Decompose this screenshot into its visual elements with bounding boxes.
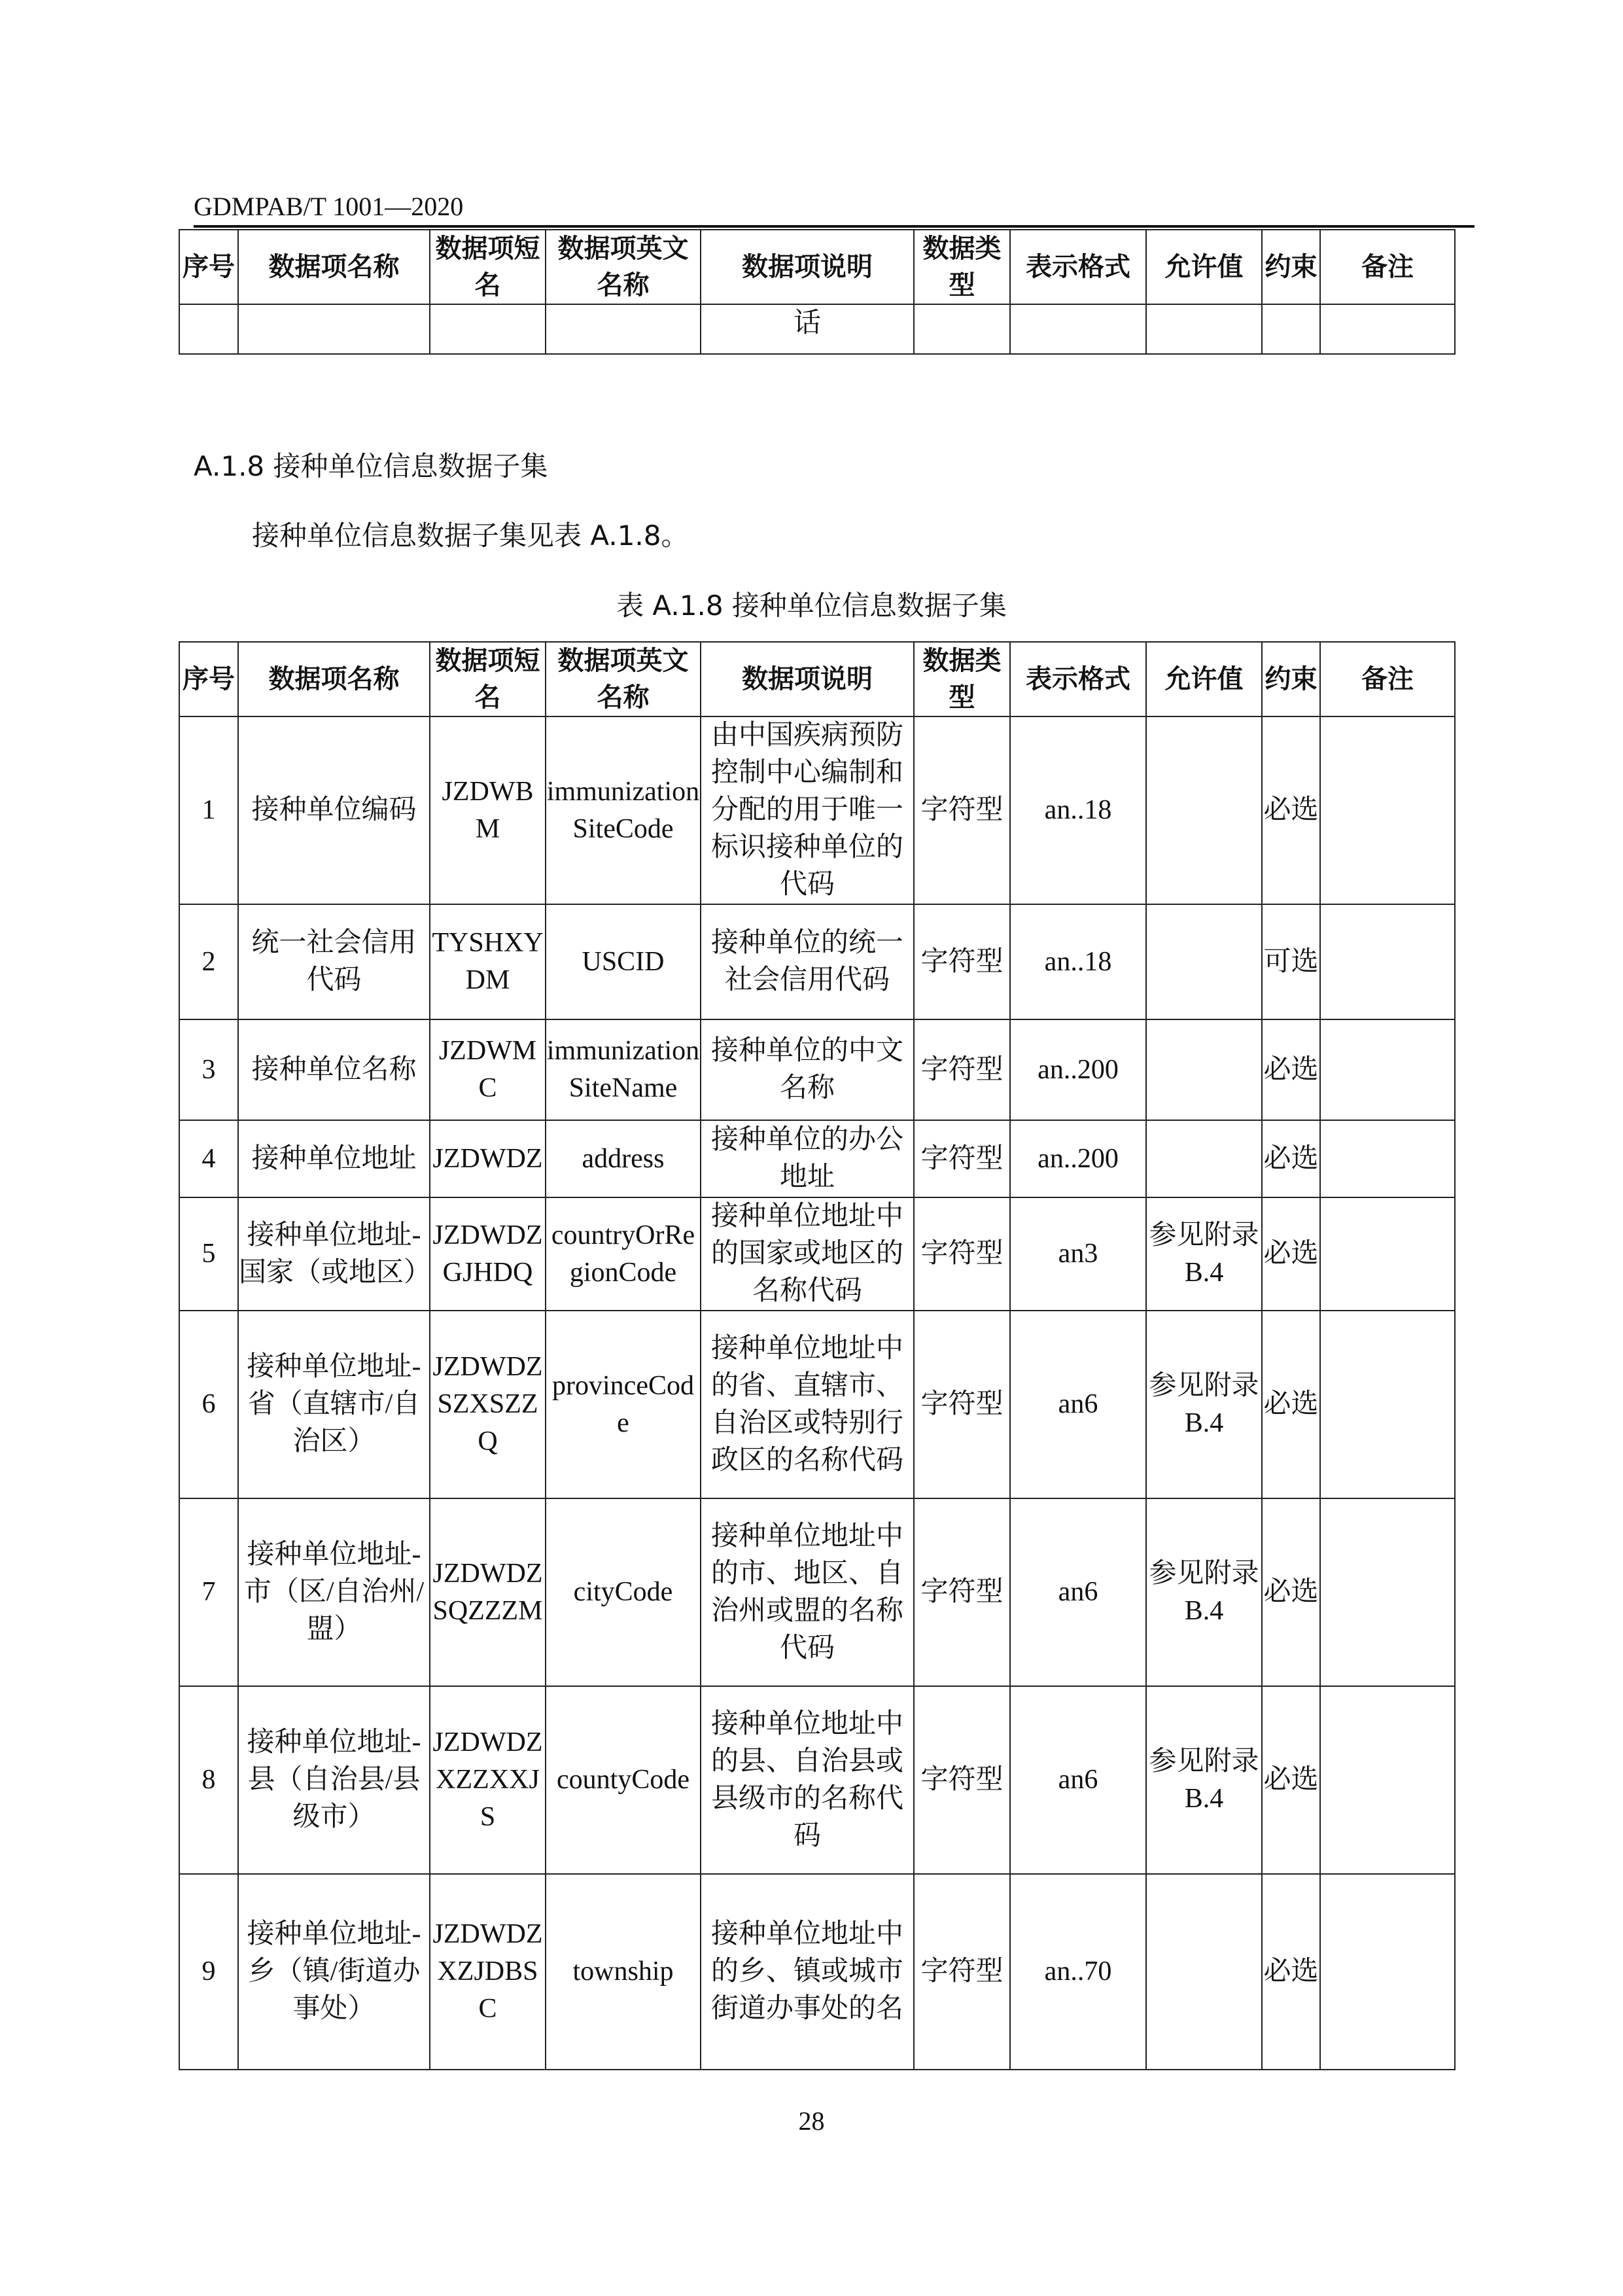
cell-note — [1320, 1120, 1455, 1197]
cell-format: an..70 — [1010, 1874, 1146, 2070]
header-cell-desc: 数据项说明 — [701, 230, 914, 304]
cell-desc: 接种单位地址中的县、自治县或县级市的名称代码 — [701, 1686, 914, 1874]
continuation-table — [179, 229, 1456, 355]
cell — [546, 304, 701, 354]
cell-english: countyCode — [546, 1686, 701, 1874]
cell-constraint: 必选 — [1262, 1120, 1320, 1197]
cell — [1146, 304, 1262, 354]
intro-paragraph: 接种单位信息数据子集见表 A.1.8。 — [252, 520, 689, 552]
cell-desc: 接种单位地址中的国家或地区的名称代码 — [701, 1197, 914, 1311]
table-row — [179, 716, 1455, 904]
cell-english: township — [546, 1874, 701, 2070]
cell-format: an6 — [1010, 1311, 1146, 1498]
cell-note — [1320, 904, 1455, 1019]
table-row — [179, 1019, 1455, 1120]
cell-no: 9 — [179, 1874, 238, 2070]
table-row — [179, 1498, 1455, 1686]
table-row — [179, 1120, 1455, 1197]
header-cell-short: 数据项短名 — [430, 642, 546, 716]
header-cell-format: 表示格式 — [1010, 230, 1146, 304]
header-cell-no: 序号 — [179, 230, 238, 304]
cell-desc: 由中国疾病预防控制中心编制和分配的用于唯一标识接种单位的代码 — [701, 716, 914, 904]
cell-english: provinceCode — [546, 1311, 701, 1498]
header-cell-note: 备注 — [1320, 230, 1455, 304]
cell-note — [1320, 1311, 1455, 1498]
cell-constraint: 必选 — [1262, 1311, 1320, 1498]
cell-short: JZDWDZSZXSZZQ — [430, 1311, 546, 1498]
header-cell-type: 数据类型 — [914, 230, 1010, 304]
cell-short: TYSHXYDM — [430, 904, 546, 1019]
cell-type: 字符型 — [914, 1498, 1010, 1686]
cell-name: 接种单位地址-省（直辖市/自治区） — [238, 1311, 430, 1498]
table-row — [179, 1311, 1455, 1498]
header-cell-name: 数据项名称 — [238, 642, 430, 716]
table-row — [179, 304, 1455, 354]
cell-format: an3 — [1010, 1197, 1146, 1311]
cell — [914, 304, 1010, 354]
header-cell-format: 表示格式 — [1010, 642, 1146, 716]
cell-type: 字符型 — [914, 1311, 1010, 1498]
cell-allowed: 参见附录 B.4 — [1146, 1686, 1262, 1874]
cell-no: 6 — [179, 1311, 238, 1498]
cell-type: 字符型 — [914, 1197, 1010, 1311]
cell-allowed: 参见附录 B.4 — [1146, 1197, 1262, 1311]
data-subset-table — [179, 641, 1456, 2070]
cell-english: immunizationSiteName — [546, 1019, 701, 1120]
header-cell-name: 数据项名称 — [238, 230, 430, 304]
cell-allowed — [1146, 1874, 1262, 2070]
cell-note — [1320, 1498, 1455, 1686]
cell-type: 字符型 — [914, 1019, 1010, 1120]
header-cell-constraint: 约束 — [1262, 642, 1320, 716]
cell-english: cityCode — [546, 1498, 701, 1686]
cell — [238, 304, 430, 354]
cell-note — [1320, 1874, 1455, 2070]
cell-allowed — [1146, 1019, 1262, 1120]
cell-allowed — [1146, 716, 1262, 904]
cell-format: an..18 — [1010, 716, 1146, 904]
cell-allowed — [1146, 904, 1262, 1019]
cell-name: 接种单位地址-乡（镇/街道办事处） — [238, 1874, 430, 2070]
cell-short: JZDWDZ — [430, 1120, 546, 1197]
cell-format: an..18 — [1010, 904, 1146, 1019]
table-row — [179, 1874, 1455, 2070]
cell-desc: 接种单位地址中的市、地区、自治州或盟的名称代码 — [701, 1498, 914, 1686]
cell-short: JZDWDZSQZZZM — [430, 1498, 546, 1686]
cell-format: an..200 — [1010, 1120, 1146, 1197]
header-cell-english: 数据项英文名称 — [546, 642, 701, 716]
cell-name: 接种单位编码 — [238, 716, 430, 904]
header-cell-allowed: 允许值 — [1146, 230, 1262, 304]
cell-constraint: 必选 — [1262, 1874, 1320, 2070]
cell-english: immunizationSiteCode — [546, 716, 701, 904]
cell-short: JZDWBM — [430, 716, 546, 904]
cell-short: JZDWMC — [430, 1019, 546, 1120]
cell-no: 7 — [179, 1498, 238, 1686]
cell-constraint: 可选 — [1262, 904, 1320, 1019]
cell-name: 接种单位名称 — [238, 1019, 430, 1120]
cell-no: 8 — [179, 1686, 238, 1874]
cell-note — [1320, 1019, 1455, 1120]
cell-no: 2 — [179, 904, 238, 1019]
table-row — [179, 1197, 1455, 1311]
cell-note — [1320, 716, 1455, 904]
cell — [1262, 304, 1320, 354]
cell-no: 3 — [179, 1019, 238, 1120]
cell — [430, 304, 546, 354]
section-heading: A.1.8 接种单位信息数据子集 — [194, 450, 548, 482]
cell-constraint: 必选 — [1262, 716, 1320, 904]
header-cell-allowed: 允许值 — [1146, 642, 1262, 716]
cell-english: USCID — [546, 904, 701, 1019]
cell-constraint: 必选 — [1262, 1686, 1320, 1874]
cell-name: 接种单位地址-县（自治县/县级市） — [238, 1686, 430, 1874]
cell-name: 接种单位地址-市（区/自治州/盟） — [238, 1498, 430, 1686]
header-cell-desc: 数据项说明 — [701, 642, 914, 716]
page-number: 28 — [798, 2106, 825, 2136]
cell-desc: 接种单位地址中的乡、镇或城市街道办事处的名 — [701, 1874, 914, 2070]
cell-short: JZDWDZGJHDQ — [430, 1197, 546, 1311]
table-header-row — [179, 230, 1455, 304]
cell-short: JZDWDZXZJDBSC — [430, 1874, 546, 2070]
cell-type: 字符型 — [914, 1686, 1010, 1874]
cell — [179, 304, 238, 354]
table-row — [179, 904, 1455, 1019]
standard-code: GDMPAB/T 1001—2020 — [194, 192, 464, 221]
cell-type: 字符型 — [914, 1874, 1010, 2070]
cell-format: an6 — [1010, 1498, 1146, 1686]
cell — [1010, 304, 1146, 354]
cell-allowed: 参见附录 B.4 — [1146, 1311, 1262, 1498]
cell-english: countryOrRegionCode — [546, 1197, 701, 1311]
cell-constraint: 必选 — [1262, 1498, 1320, 1686]
cell-desc: 接种单位的办公地址 — [701, 1120, 914, 1197]
cell-note — [1320, 1686, 1455, 1874]
cell-name: 接种单位地址-国家（或地区） — [238, 1197, 430, 1311]
cell-name: 统一社会信用代码 — [238, 904, 430, 1019]
cell — [1320, 304, 1455, 354]
cell-allowed: 参见附录 B.4 — [1146, 1498, 1262, 1686]
cell-name: 接种单位地址 — [238, 1120, 430, 1197]
cell-no: 5 — [179, 1197, 238, 1311]
cell: 话 — [701, 304, 914, 354]
cell-format: an6 — [1010, 1686, 1146, 1874]
header-cell-no: 序号 — [179, 642, 238, 716]
cell-allowed — [1146, 1120, 1262, 1197]
cell-type: 字符型 — [914, 1120, 1010, 1197]
cell-no: 4 — [179, 1120, 238, 1197]
table-caption: 表 A.1.8 接种单位信息数据子集 — [616, 590, 1007, 622]
header-cell-short: 数据项短名 — [430, 230, 546, 304]
header-cell-type: 数据类型 — [914, 642, 1010, 716]
cell-type: 字符型 — [914, 716, 1010, 904]
table-header-row — [179, 642, 1455, 716]
cell-constraint: 必选 — [1262, 1197, 1320, 1311]
header-cell-english: 数据项英文名称 — [546, 230, 701, 304]
cell-english: address — [546, 1120, 701, 1197]
cell-note — [1320, 1197, 1455, 1311]
table-row — [179, 1686, 1455, 1874]
cell-desc: 接种单位的统一社会信用代码 — [701, 904, 914, 1019]
header-cell-note: 备注 — [1320, 642, 1455, 716]
cell-constraint: 必选 — [1262, 1019, 1320, 1120]
cell-no: 1 — [179, 716, 238, 904]
header-cell-constraint: 约束 — [1262, 230, 1320, 304]
cell-desc: 接种单位地址中的省、直辖市、自治区或特别行政区的名称代码 — [701, 1311, 914, 1498]
cell-desc: 接种单位的中文名称 — [701, 1019, 914, 1120]
header-rule — [194, 225, 1475, 228]
cell-format: an..200 — [1010, 1019, 1146, 1120]
cell-short: JZDWDZXZZXXJS — [430, 1686, 546, 1874]
cell-type: 字符型 — [914, 904, 1010, 1019]
